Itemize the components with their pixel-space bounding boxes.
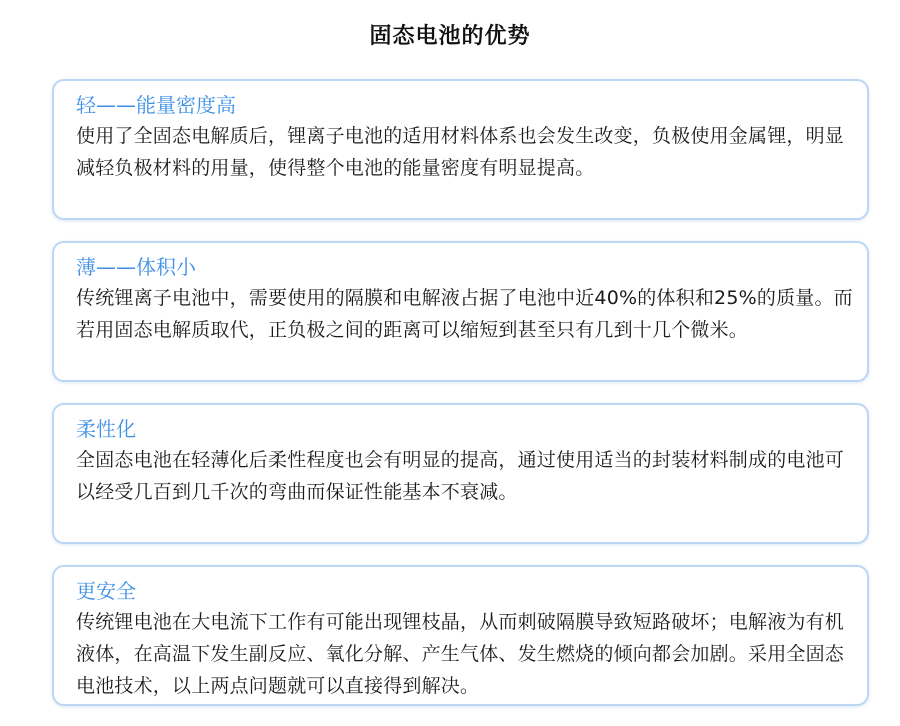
card-body: 传统锂离子电池中，需要使用的隔膜和电解液占据了电池中近40%的体积和25%的质量。而若用固态电解质取代，正负极之间的距离可以缩短到甚至只有几到十几个微米。 [76, 287, 853, 341]
card-heading: 更安全 [76, 579, 136, 603]
card-heading: 柔性化 [76, 417, 136, 441]
page-title: 固态电池的优势 [369, 24, 531, 49]
advantage-card-safer [52, 565, 869, 706]
card-body: 使用了全固态电解质后，锂离子电池的适用材料体系也会发生改变，负极使用金属锂，明显减轻负极材料的用量，使得整个电池的能量密度有明显提高。 [76, 125, 845, 179]
advantage-card-lightweight [52, 79, 869, 220]
advantage-card-flexible [52, 403, 869, 544]
card-heading: 轻——能量密度高 [76, 93, 236, 117]
card-heading: 薄——体积小 [76, 255, 196, 279]
advantage-card-thin [52, 241, 869, 382]
card-body: 传统锂电池在大电流下工作有可能出现锂枝晶，从而刺破隔膜导致短路破坏；电解液为有机液体，在高温下发生副反应、氧化分解、产生气体、发生燃烧的倾向都会加剧。采用全固态电池技术，以上两点问题就可以直接得到解决。 [76, 611, 845, 697]
card-body: 全固态电池在轻薄化后柔性程度也会有明显的提高，通过使用适当的封装材料制成的电池可以经受几百到几千次的弯曲而保证性能基本不衰减。 [76, 449, 845, 503]
